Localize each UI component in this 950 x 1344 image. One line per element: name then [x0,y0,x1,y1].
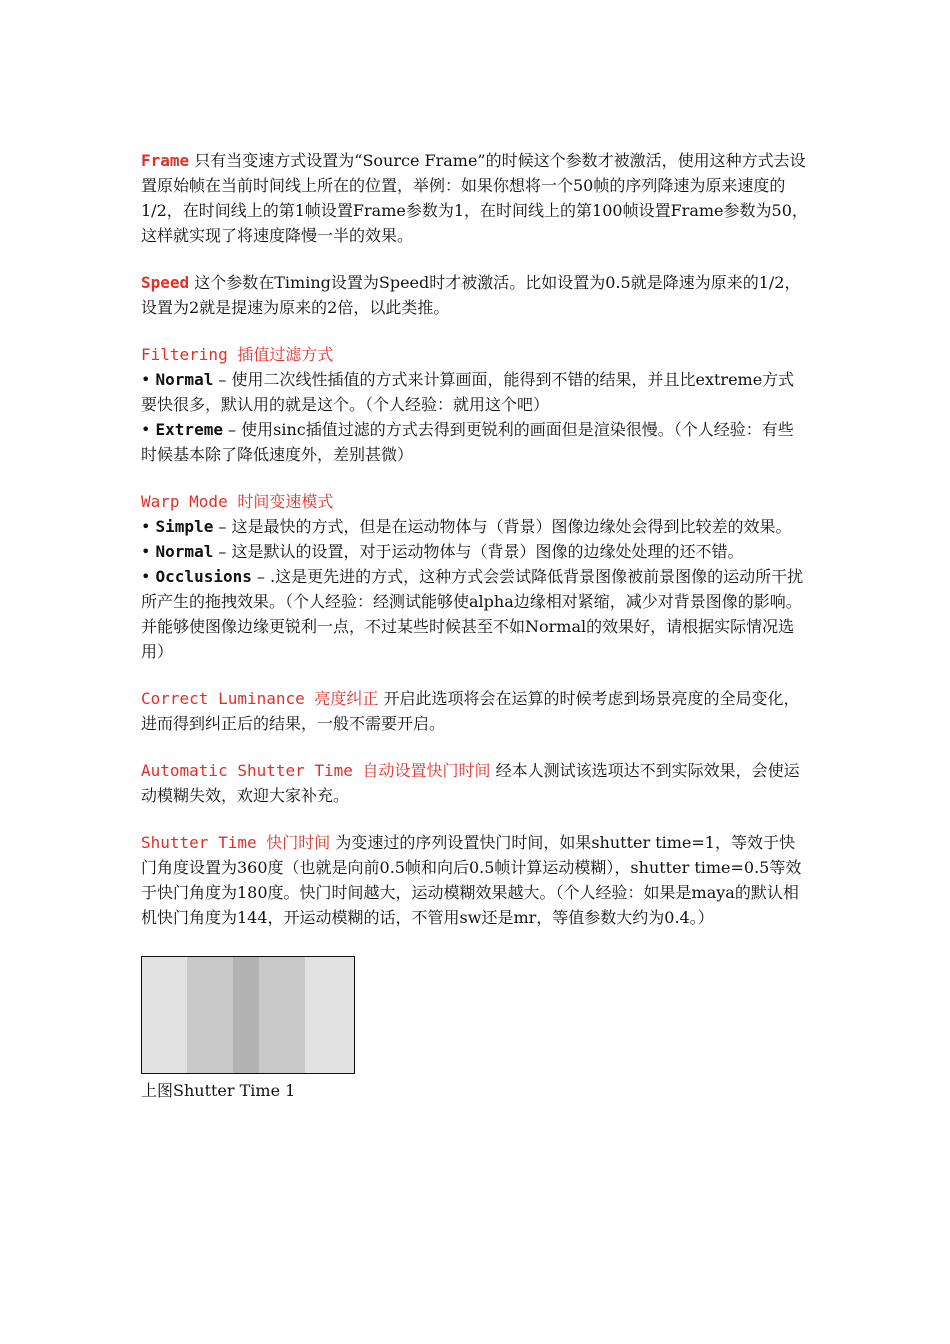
filtering-extreme-text: – 使用sinc插值过滤的方式去得到更锐利的画面但是渲染很慢。（个人经验：有些时候基本除了降低速度外，差别甚微） [141,420,794,464]
figure-caption: 上图Shutter Time 1 [141,1081,296,1100]
frame-paragraph [141,148,809,248]
figure-stripe [233,957,258,1073]
luminance-paragraph [141,686,809,736]
speed-term: Speed [141,273,190,292]
luminance-title: Correct Luminance 亮度纠正 [141,689,379,708]
frame-text: 只有当变速方式设置为“Source Frame”的时候这个参数才被激活，使用这种方式去设置原始帧在当前时间线上所在的位置，举例：如果你想将一个50帧的序列降速为原来速度的1/2，在时间线上的第1帧设置Frame参数为1，在时间线上的第100帧设置Frame参数为50，这样就实现了将速度降慢一半的效果。 [141,151,808,245]
figure-stripe [187,957,234,1073]
filtering-item-normal: • Normal – 使用二次线性插值的方式来计算画面，能得到不错的结果，并且比extreme方式要快很多，默认用的就是这个。（个人经验：就用这个吧） [141,370,795,414]
speed-paragraph [141,270,809,320]
auto-shutter-paragraph [141,758,809,808]
warp-item-normal: • Normal – 这是默认的设置，对于运动物体与（背景）图像的边缘处处理的还不错。 [141,542,744,561]
warp-occlusions-text: – .这是更先进的方式，这种方式会尝试降低背景图像被前景图像的运动所干扰所产生的拖拽效果。（个人经验：经测试能够使alpha边缘相对紧缩，减少对背景图像的影响。并能够使图像边缘更锐利一点，不过某些时候甚至不如Normal的效果好，请根据实际情况选用） [141,567,804,661]
figure-stripe [142,957,187,1073]
shutter-time-figure [141,956,355,1074]
warp-normal-text: – 这是默认的设置，对于运动物体与（背景）图像的边缘处处理的还不错。 [213,542,744,561]
warp-item-occlusions: • Occlusions – .这是更先进的方式，这种方式会尝试降低背景图像被前景图像的运动所干扰所产生的拖拽效果。（个人经验：经测试能够使alpha边缘相对紧缩，减少对背景图像的影响。并能够使图像边缘更锐利一点，不过某些时候甚至不如Normal的效果好，请根据实际情况选用） [141,567,804,661]
warp-item-simple: • Simple – 这是最快的方式，但是在运动物体与（背景）图像边缘处会得到比较差的效果。 [141,517,792,536]
warp-simple-text: – 这是最快的方式，但是在运动物体与（背景）图像边缘处会得到比较差的效果。 [213,517,792,536]
document-page [141,148,809,1103]
warp-section [141,489,809,664]
shutter-title: Shutter Time 快门时间 [141,833,331,852]
warp-title: Warp Mode 时间变速模式 [141,492,334,511]
filtering-title: Filtering 插值过滤方式 [141,345,334,364]
figure-stripe [259,957,306,1073]
filtering-normal-text: – 使用二次线性插值的方式来计算画面，能得到不错的结果，并且比extreme方式要快很多，默认用的就是这个。（个人经验：就用这个吧） [141,370,795,414]
filtering-normal-term: Normal [155,370,214,389]
speed-text: 这个参数在Timing设置为Speed时才被激活。比如设置为0.5就是降速为原来的1/2，设置为2就是提速为原来的2倍，以此类推。 [141,273,801,317]
warp-simple-term: Simple [155,517,214,536]
shutter-paragraph [141,830,809,930]
figure-stripe [305,957,354,1073]
frame-term: Frame [141,151,190,170]
shutter-text: 为变速过的序列设置快门时间，如果shutter time=1，等效于快门角度设置为360度（也就是向前0.5帧和向后0.5帧计算运动模糊），shutter time=0.5等效于快门角度为180度。快门时间越大，运动模糊效果越大。（个人经验：如果是maya的默认相机快门角度为144，开运动模糊的话，不管用sw还是mr，等值参数大约为0.4。） [141,833,802,927]
warp-normal-term: Normal [155,542,214,561]
warp-occlusions-term: Occlusions [155,567,252,586]
auto-shutter-title: Automatic Shutter Time 自动设置快门时间 [141,761,491,780]
filtering-extreme-term: Extreme [155,420,223,439]
luminance-text: 开启此选项将会在运算的时候考虑到场景亮度的全局变化，进而得到纠正后的结果，一般不需要开启。 [141,689,800,733]
auto-shutter-text: 经本人测试该选项达不到实际效果，会使运动模糊失效，欢迎大家补充。 [141,761,800,805]
filtering-item-extreme: • Extreme – 使用sinc插值过滤的方式去得到更锐利的画面但是渲染很慢。（个人经验：有些时候基本除了降低速度外，差别甚微） [141,420,794,464]
filtering-section [141,342,809,467]
